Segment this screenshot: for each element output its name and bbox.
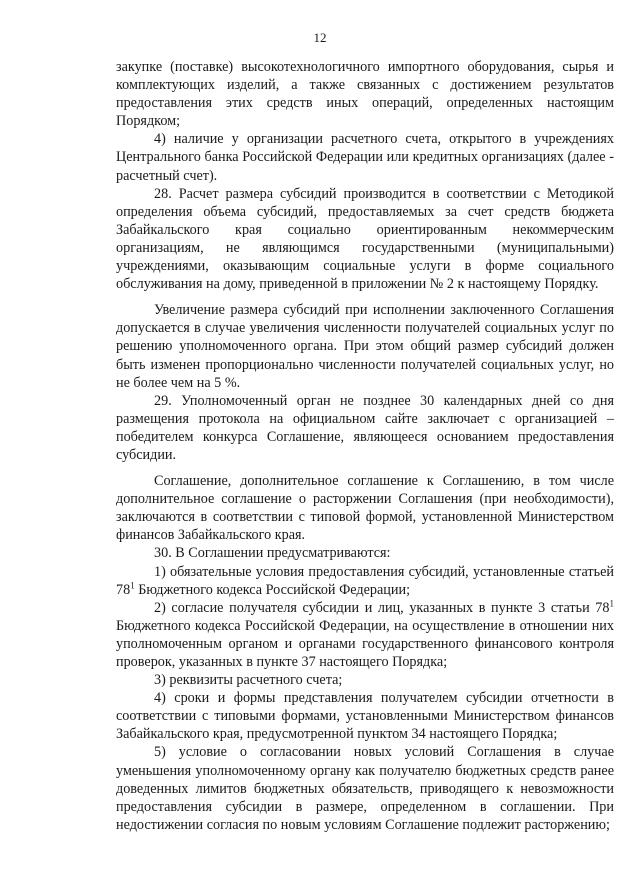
paragraph-provision-2 xyxy=(116,599,614,671)
paragraph-29-agreement: 29. Уполномоченный орган не позднее 30 календарных дней со дня размещения протокола на официальном сайте заключает с организацией – победителем конкурса Соглашение, являющееся основанием предоставления субсидии. xyxy=(116,392,614,463)
provision-2-text-end: Бюджетного кодекса Российской Федерации, на осуществление в отношении них уполномоченным органом и органами государственного финансового контроля проверок, указанных в пункте 37 настоящего Порядка; xyxy=(116,617,614,670)
paragraph-provision-5: 5) условие о согласовании новых условий Соглашения в случае уменьшения уполномоченному органу как получателю бюджетных средств ранее доведенных лимитов бюджетных обязательств, приводящего к невозможности предоставления субсидии в размере, определенном в соглашении. При недостижении согласия по новым условиям Соглашение подлежит расторжению; xyxy=(116,744,614,833)
paragraph-provision-4: 4) сроки и формы представления получателем субсидии отчетности в соответствии с типовыми формами, установленными Министерством финансов Забайкальского края, предусмотренной пунктом 34 настоящего Порядка; xyxy=(116,690,614,743)
paragraph-continuation: закупке (поставке) высокотехнологичного импортного оборудования, сырья и комплектующих изделий, а также связанных с достижением результатов предоставления этих средств иных операций, определенных настоящим Порядком; xyxy=(116,59,614,130)
page-number: 12 xyxy=(313,30,327,45)
paragraph-subsidy-increase: Увеличение размера субсидий при исполнении заключенного Соглашения допускается в случае увеличения численности получателей социальных услуг по решению уполномоченного органа. При этом общий размер субсидий должен быть изменен пропорционально численности получателей социальных услуг, но не более чем на 5 %. xyxy=(116,302,614,391)
document-body xyxy=(116,58,614,834)
paragraph-provision-1 xyxy=(116,563,614,599)
provision-2-text: 2) согласие получателя субсидии и лиц, указанных в пункте 3 статьи 78 xyxy=(154,599,610,616)
paragraph-item-4-account: 4) наличие у организации расчетного счета, открытого в учреждениях Центрального банка Российской Федерации или кредитных организациях (далее - расчетный счет). xyxy=(116,131,614,184)
paragraph-agreement-form: Соглашение, дополнительное соглашение к Соглашению, в том числе дополнительное соглашение о расторжении Соглашения (при необходимости), заключаются в соответствии с типовой формой, установленной Министерством финансов Забайкальского края. xyxy=(116,473,614,544)
superscript: 1 xyxy=(130,579,135,590)
paragraph-28-subsidy-calculation: 28. Расчет размера субсидий производится в соответствии с Методикой определения объема субсидий, предоставляемых за счет средств бюджета Забайкальского края социально ориентированным некоммерческим организациям, не являющимся государственными (муниципальными) учреждениями, оказывающим социальные услуги в форме социального обслуживания на дому, приведенной в приложении № 2 к настоящему Порядку. xyxy=(116,185,614,293)
paragraph-provision-3: 3) реквизиты расчетного счета; xyxy=(154,672,343,689)
paragraph-30-provisions: 30. В Соглашении предусматриваются: xyxy=(154,545,391,562)
provision-1-text: 1) обязательные условия предоставления субсидий, установленные статьей 78 xyxy=(116,563,614,598)
provision-1-text-end: Бюджетного кодекса Российской Федерации; xyxy=(134,581,411,598)
superscript: 1 xyxy=(609,597,614,608)
